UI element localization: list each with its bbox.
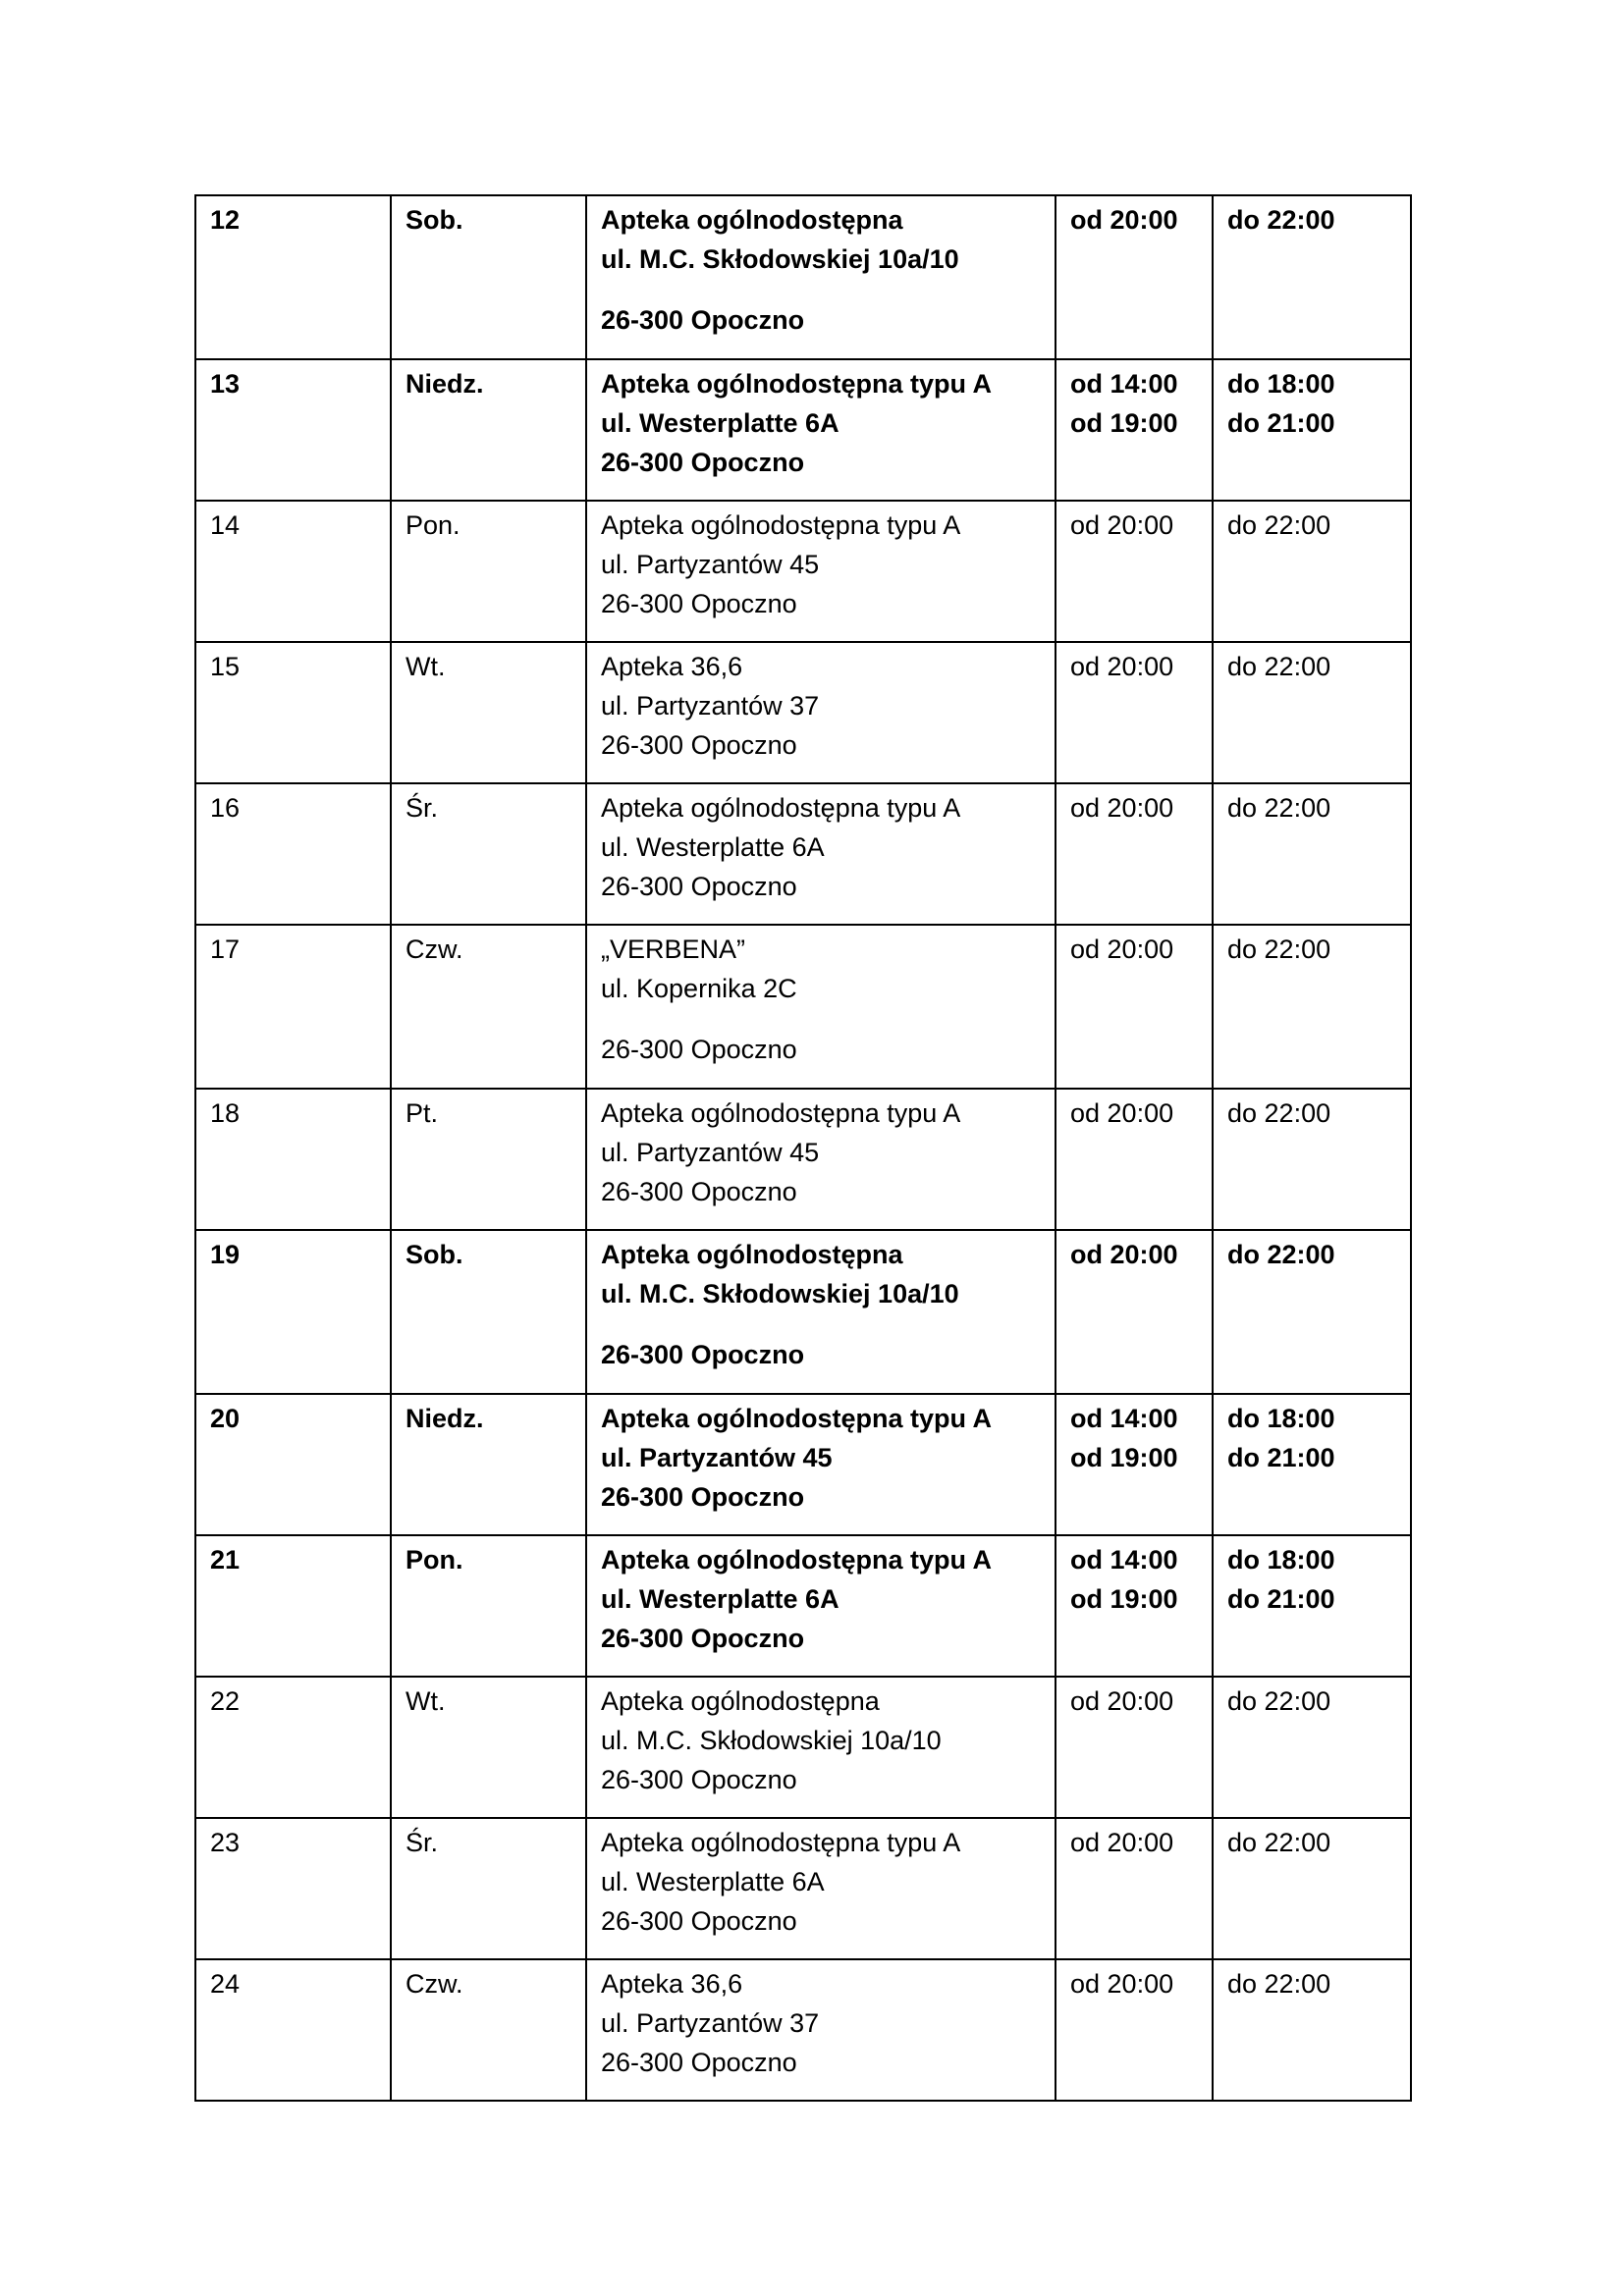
day-number: 17 — [210, 934, 241, 964]
weekday-cell — [391, 1677, 586, 1818]
pharmacy-street: ul. M.C. Skłodowskiej 10a/10 — [601, 244, 959, 274]
open-from-cell — [1056, 1535, 1213, 1677]
day-number: 23 — [210, 1828, 241, 1857]
pharmacy-street: ul. Kopernika 2C — [601, 974, 797, 1003]
open-from-time: od 20:00 — [1070, 934, 1174, 964]
open-from-cell — [1056, 925, 1213, 1089]
pharmacy-street: ul. Partyzantów 45 — [601, 1138, 820, 1167]
open-from-cell — [1056, 1677, 1213, 1818]
open-from-cell — [1056, 501, 1213, 642]
table-row — [195, 1959, 1411, 2101]
open-from-time: od 14:00 — [1070, 1404, 1178, 1433]
table-body — [195, 195, 1411, 2101]
pharmacy-street: ul. Partyzantów 37 — [601, 691, 820, 721]
table-row — [195, 359, 1411, 501]
open-to-time: do 22:00 — [1227, 1969, 1331, 1999]
pharmacy-cell — [586, 1677, 1056, 1818]
open-to-time: do 22:00 — [1227, 1828, 1331, 1857]
day-number-cell — [195, 783, 391, 925]
pharmacy-postcode: 26-300 Opoczno — [601, 305, 805, 335]
open-to-cell — [1213, 359, 1411, 501]
pharmacy-postcode: 26-300 Opoczno — [601, 1906, 797, 1936]
weekday-cell — [391, 642, 586, 783]
open-to-time: do 22:00 — [1227, 1686, 1331, 1716]
table-row — [195, 1230, 1411, 1394]
pharmacy-duty-table — [194, 194, 1412, 2102]
day-number-cell — [195, 501, 391, 642]
pharmacy-name: Apteka ogólnodostępna typu A — [601, 793, 961, 823]
open-to-cell — [1213, 195, 1411, 359]
table-row — [195, 1818, 1411, 1959]
open-to-time: do 18:00 — [1227, 1545, 1335, 1575]
day-number: 22 — [210, 1686, 241, 1716]
open-to-cell — [1213, 501, 1411, 642]
open-from-time: od 14:00 — [1070, 1545, 1178, 1575]
table-row — [195, 501, 1411, 642]
weekday: Śr. — [406, 1828, 439, 1857]
table-row — [195, 642, 1411, 783]
pharmacy-name: „VERBENA” — [601, 934, 746, 964]
open-from-cell — [1056, 642, 1213, 783]
pharmacy-postcode: 26-300 Opoczno — [601, 872, 797, 901]
open-from-time: od 20:00 — [1070, 205, 1178, 235]
day-number-cell — [195, 1535, 391, 1677]
open-to-time: do 18:00 — [1227, 369, 1335, 399]
day-number-cell — [195, 1677, 391, 1818]
pharmacy-name: Apteka ogólnodostępna typu A — [601, 1545, 992, 1575]
open-to-cell — [1213, 1230, 1411, 1394]
open-from-cell — [1056, 1959, 1213, 2101]
pharmacy-postcode: 26-300 Opoczno — [601, 1482, 805, 1512]
weekday: Niedz. — [406, 1404, 484, 1433]
day-number: 24 — [210, 1969, 241, 1999]
open-to-time: do 22:00 — [1227, 793, 1331, 823]
day-number: 19 — [210, 1240, 241, 1269]
open-from-time: od 20:00 — [1070, 510, 1174, 540]
open-to-cell — [1213, 1535, 1411, 1677]
day-number: 12 — [210, 205, 241, 235]
pharmacy-cell — [586, 1959, 1056, 2101]
weekday: Czw. — [406, 1969, 463, 1999]
day-number-cell — [195, 1818, 391, 1959]
pharmacy-cell — [586, 195, 1056, 359]
weekday: Pt. — [406, 1098, 439, 1128]
day-number: 14 — [210, 510, 241, 540]
table-row — [195, 783, 1411, 925]
weekday: Sob. — [406, 1240, 463, 1269]
pharmacy-cell — [586, 501, 1056, 642]
pharmacy-cell — [586, 1394, 1056, 1535]
weekday-cell — [391, 1394, 586, 1535]
table-row — [195, 925, 1411, 1089]
weekday: Wt. — [406, 1686, 446, 1716]
open-to-cell — [1213, 783, 1411, 925]
pharmacy-name: Apteka ogólnodostępna typu A — [601, 1828, 961, 1857]
weekday-cell — [391, 501, 586, 642]
open-from-time: od 20:00 — [1070, 1969, 1174, 1999]
pharmacy-street: ul. M.C. Skłodowskiej 10a/10 — [601, 1279, 959, 1308]
open-to-time: do 21:00 — [1227, 1584, 1335, 1614]
table-row — [195, 1677, 1411, 1818]
day-number-cell — [195, 195, 391, 359]
pharmacy-postcode: 26-300 Opoczno — [601, 1340, 805, 1369]
open-to-time: do 18:00 — [1227, 1404, 1335, 1433]
day-number: 21 — [210, 1545, 241, 1575]
pharmacy-street: ul. Partyzantów 45 — [601, 1443, 833, 1472]
weekday: Pon. — [406, 510, 460, 540]
day-number-cell — [195, 359, 391, 501]
day-number-cell — [195, 1959, 391, 2101]
open-to-cell — [1213, 925, 1411, 1089]
open-from-time: od 20:00 — [1070, 652, 1174, 681]
open-to-cell — [1213, 1394, 1411, 1535]
pharmacy-cell — [586, 1818, 1056, 1959]
weekday: Wt. — [406, 652, 446, 681]
pharmacy-cell — [586, 1089, 1056, 1230]
pharmacy-cell — [586, 642, 1056, 783]
table-row — [195, 1535, 1411, 1677]
pharmacy-street: ul. Partyzantów 45 — [601, 550, 820, 579]
open-to-cell — [1213, 1089, 1411, 1230]
weekday-cell — [391, 195, 586, 359]
pharmacy-postcode: 26-300 Opoczno — [601, 589, 797, 618]
pharmacy-postcode: 26-300 Opoczno — [601, 1035, 797, 1064]
day-number: 16 — [210, 793, 241, 823]
open-from-cell — [1056, 1230, 1213, 1394]
pharmacy-name: Apteka ogólnodostępna typu A — [601, 369, 992, 399]
weekday-cell — [391, 925, 586, 1089]
open-from-time: od 20:00 — [1070, 1828, 1174, 1857]
open-to-time: do 22:00 — [1227, 1098, 1331, 1128]
pharmacy-postcode: 26-300 Opoczno — [601, 1624, 805, 1653]
pharmacy-name: Apteka ogólnodostępna typu A — [601, 510, 961, 540]
day-number: 13 — [210, 369, 241, 399]
day-number: 20 — [210, 1404, 241, 1433]
pharmacy-name: Apteka 36,6 — [601, 1969, 743, 1999]
day-number: 15 — [210, 652, 241, 681]
open-to-time: do 22:00 — [1227, 934, 1331, 964]
weekday-cell — [391, 783, 586, 925]
day-number-cell — [195, 1230, 391, 1394]
open-from-time: od 19:00 — [1070, 1584, 1178, 1614]
day-number-cell — [195, 642, 391, 783]
pharmacy-cell — [586, 1230, 1056, 1394]
weekday-cell — [391, 1089, 586, 1230]
open-to-cell — [1213, 642, 1411, 783]
open-from-time: od 20:00 — [1070, 1240, 1178, 1269]
open-from-time: od 19:00 — [1070, 408, 1178, 438]
pharmacy-postcode: 26-300 Opoczno — [601, 1765, 797, 1794]
pharmacy-name: Apteka ogólnodostępna — [601, 1240, 903, 1269]
pharmacy-postcode: 26-300 Opoczno — [601, 730, 797, 760]
open-from-cell — [1056, 195, 1213, 359]
open-to-time: do 22:00 — [1227, 652, 1331, 681]
open-to-cell — [1213, 1818, 1411, 1959]
weekday-cell — [391, 1535, 586, 1677]
pharmacy-street: ul. M.C. Skłodowskiej 10a/10 — [601, 1726, 942, 1755]
day-number-cell — [195, 1394, 391, 1535]
open-from-cell — [1056, 359, 1213, 501]
pharmacy-cell — [586, 783, 1056, 925]
pharmacy-cell — [586, 925, 1056, 1089]
weekday-cell — [391, 359, 586, 501]
pharmacy-street: ul. Westerplatte 6A — [601, 1584, 839, 1614]
day-number-cell — [195, 1089, 391, 1230]
open-to-time: do 22:00 — [1227, 205, 1335, 235]
pharmacy-postcode: 26-300 Opoczno — [601, 1177, 797, 1206]
pharmacy-street: ul. Partyzantów 37 — [601, 2008, 820, 2038]
table-row — [195, 1394, 1411, 1535]
open-to-time: do 21:00 — [1227, 408, 1335, 438]
open-to-time: do 21:00 — [1227, 1443, 1335, 1472]
table-row — [195, 195, 1411, 359]
open-to-time: do 22:00 — [1227, 510, 1331, 540]
day-number: 18 — [210, 1098, 241, 1128]
pharmacy-postcode: 26-300 Opoczno — [601, 2048, 797, 2077]
open-from-time: od 14:00 — [1070, 369, 1178, 399]
pharmacy-name: Apteka ogólnodostępna typu A — [601, 1404, 992, 1433]
open-to-cell — [1213, 1677, 1411, 1818]
table-row — [195, 1089, 1411, 1230]
open-to-cell — [1213, 1959, 1411, 2101]
weekday: Pon. — [406, 1545, 463, 1575]
open-from-time: od 20:00 — [1070, 793, 1174, 823]
open-to-time: do 22:00 — [1227, 1240, 1335, 1269]
pharmacy-postcode: 26-300 Opoczno — [601, 448, 805, 477]
weekday: Śr. — [406, 793, 439, 823]
pharmacy-name: Apteka 36,6 — [601, 652, 743, 681]
weekday: Niedz. — [406, 369, 484, 399]
day-number-cell — [195, 925, 391, 1089]
weekday-cell — [391, 1230, 586, 1394]
pharmacy-street: ul. Westerplatte 6A — [601, 1867, 825, 1896]
open-from-time: od 20:00 — [1070, 1098, 1174, 1128]
weekday-cell — [391, 1959, 586, 2101]
pharmacy-name: Apteka ogólnodostępna — [601, 205, 903, 235]
weekday-cell — [391, 1818, 586, 1959]
open-from-time: od 20:00 — [1070, 1686, 1174, 1716]
pharmacy-cell — [586, 359, 1056, 501]
open-from-cell — [1056, 783, 1213, 925]
pharmacy-street: ul. Westerplatte 6A — [601, 408, 839, 438]
pharmacy-name: Apteka ogólnodostępna typu A — [601, 1098, 961, 1128]
open-from-time: od 19:00 — [1070, 1443, 1178, 1472]
weekday: Czw. — [406, 934, 463, 964]
pharmacy-street: ul. Westerplatte 6A — [601, 832, 825, 862]
weekday: Sob. — [406, 205, 463, 235]
open-from-cell — [1056, 1394, 1213, 1535]
pharmacy-name: Apteka ogólnodostępna — [601, 1686, 880, 1716]
open-from-cell — [1056, 1089, 1213, 1230]
open-from-cell — [1056, 1818, 1213, 1959]
pharmacy-cell — [586, 1535, 1056, 1677]
